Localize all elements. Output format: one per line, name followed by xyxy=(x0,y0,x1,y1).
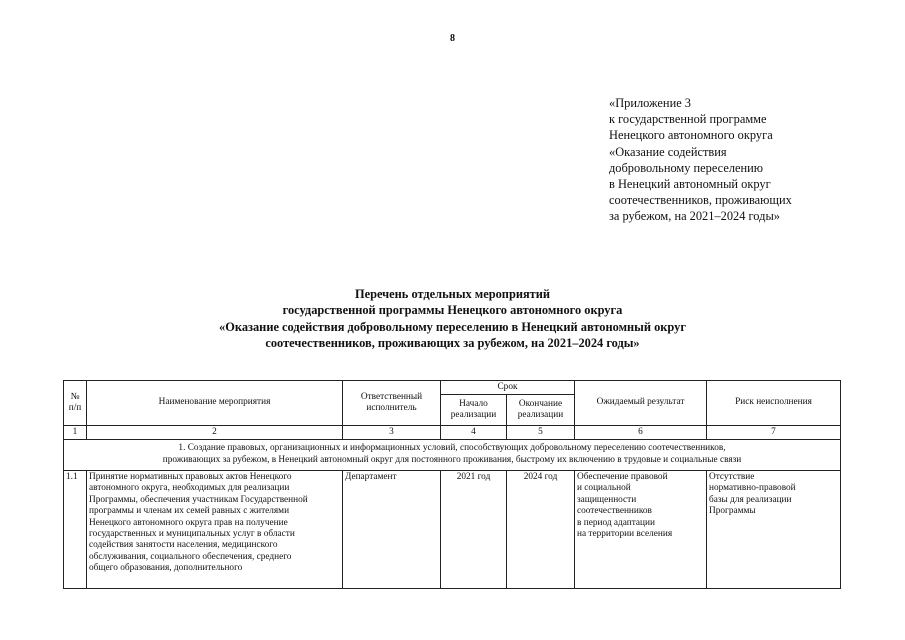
page-number: 8 xyxy=(450,33,455,44)
appendix-line: Ненецкого автономного округа xyxy=(609,128,773,143)
measures-table xyxy=(63,380,841,589)
appendix-line: за рубежом, на 2021–2024 годы» xyxy=(609,209,780,224)
row-num: 1.1 xyxy=(64,471,87,589)
row-end: 2024 год xyxy=(507,471,575,589)
header-result: Ожидаемый результат xyxy=(575,381,707,426)
risk-line: нормативно-правовой xyxy=(709,483,796,494)
name-line: Ненецкого автономного округа прав на получение xyxy=(89,517,288,528)
row-result xyxy=(575,471,707,589)
name-line: государственных и муниципальных услуг в области xyxy=(89,529,295,540)
title-line: соотечественников, проживающих за рубежом, на 2021–2024 годы» xyxy=(265,335,640,350)
risk-line: базы для реализации xyxy=(709,494,792,505)
section-row xyxy=(64,440,841,471)
section-line: 1. Создание правовых, организационных и информационных условий, способствующих добровольному переселению соотечественников, xyxy=(178,443,726,454)
result-line: защищенности xyxy=(577,494,637,505)
column-numbers-row xyxy=(64,426,841,440)
appendix-line: «Приложение 3 xyxy=(609,96,691,110)
header-name: Наименование мероприятия xyxy=(87,381,343,426)
header-term: Срок xyxy=(441,381,575,395)
title-line: Перечень отдельных мероприятий xyxy=(354,287,551,301)
appendix-line: соотечественников, проживающих xyxy=(609,193,792,208)
name-line: Принятие нормативных правовых актов Ненецкого xyxy=(89,472,292,482)
title-line: «Оказание содействия добровольному переселению в Ненецкий автономный округ xyxy=(219,319,686,334)
column-number: 1 xyxy=(64,426,87,440)
result-line: соотечественников xyxy=(577,506,652,517)
document-title xyxy=(0,286,905,351)
appendix-line: к государственной программе xyxy=(609,112,767,127)
name-line: Программы, обеспечения участникам Государственной xyxy=(89,494,308,505)
row-name xyxy=(87,471,343,589)
risk-line: Отсутствие xyxy=(709,472,755,482)
table-row xyxy=(64,471,841,589)
name-line: обслуживания, социального обеспечения, среднего xyxy=(89,551,292,562)
name-line: содействия занятости населения, медицинского xyxy=(89,540,278,551)
risk-line: Программы xyxy=(709,506,756,517)
name-line: автономного округа, необходимых для реализации xyxy=(89,483,290,494)
header-end: Окончание реализации xyxy=(507,395,575,426)
result-line: Обеспечение правовой xyxy=(577,472,668,482)
result-line: на территории вселения xyxy=(577,529,673,540)
row-start: 2021 год xyxy=(441,471,507,589)
name-line: общего образования, дополнительного xyxy=(89,563,243,574)
name-line: программы и членам их семей равных с жителями xyxy=(89,506,290,517)
header-executor: Ответственный исполнитель xyxy=(343,381,441,426)
column-number: 2 xyxy=(87,426,343,440)
title-line: государственной программы Ненецкого автономного округа xyxy=(282,303,623,318)
table-header-row xyxy=(64,381,841,395)
header-start: Начало реализации xyxy=(441,395,507,426)
appendix-line: добровольному переселению xyxy=(609,160,764,175)
column-number: 5 xyxy=(507,426,575,440)
appendix-line: в Ненецкий автономный округ xyxy=(609,177,771,192)
result-line: и социальной xyxy=(577,483,631,494)
section-heading xyxy=(64,440,841,471)
section-line: проживающих за рубежом, в Ненецкий автономный округ для постоянного проживания, быстрому их включению в трудовые и социальные связи xyxy=(162,455,742,465)
header-num: № п/п xyxy=(64,381,87,426)
header-risk: Риск неисполнения xyxy=(707,381,841,426)
row-executor: Департамент xyxy=(343,471,441,589)
appendix-note xyxy=(609,95,869,225)
column-number: 4 xyxy=(441,426,507,440)
result-line: в период адаптации xyxy=(577,517,655,528)
column-number: 7 xyxy=(707,426,841,440)
column-number: 3 xyxy=(343,426,441,440)
row-risk xyxy=(707,471,841,589)
column-number: 6 xyxy=(575,426,707,440)
appendix-line: «Оказание содействия xyxy=(609,144,727,159)
